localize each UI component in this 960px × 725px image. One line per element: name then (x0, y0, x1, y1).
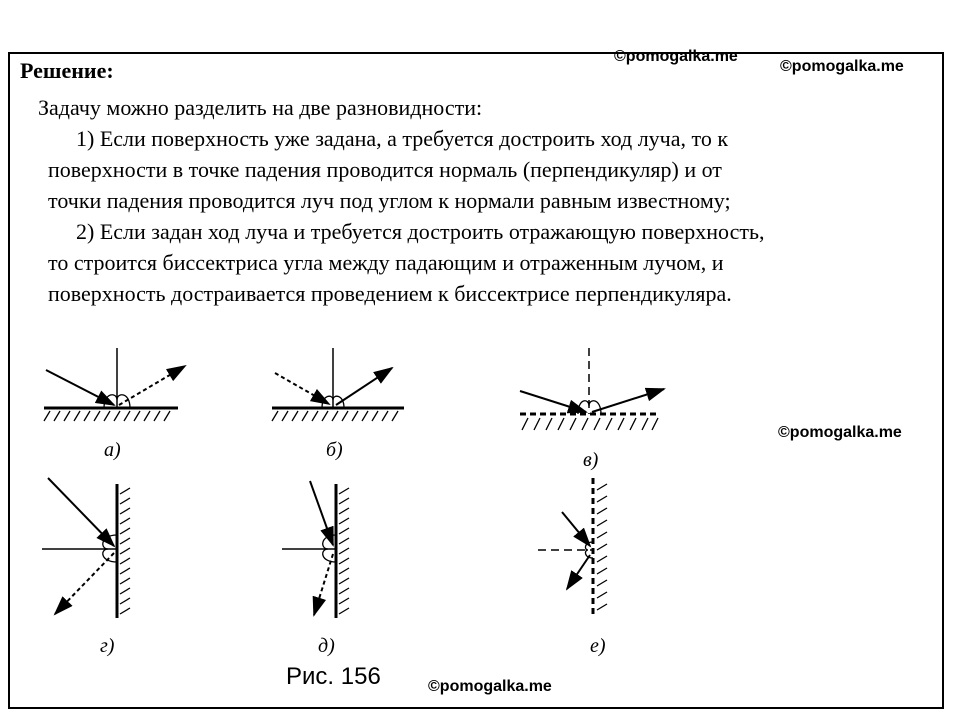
case1-line1: 1) Если поверхность уже задана, а требуется достроить ход луча, то к (76, 126, 729, 151)
figure-a (44, 348, 185, 461)
label-a: а) (104, 439, 121, 461)
case1-line2: поверхности в точке падения проводится нормаль (перпендикуляр) и от (48, 157, 722, 182)
figure-g (42, 478, 130, 657)
label-d: д) (318, 635, 335, 657)
figure-caption: Рис. 156 (286, 663, 381, 690)
label-g: г) (100, 635, 115, 657)
figure-b (272, 348, 404, 461)
case1-line3: точки падения проводится луч под углом к нормали равным известному; (48, 188, 731, 213)
watermark-top-1: ©pomogalka.me (614, 48, 738, 65)
intro-line: Задачу можно разделить на две разновидности: (38, 95, 483, 120)
label-v: в) (583, 449, 599, 471)
watermark-top-2: ©pomogalka.me (780, 58, 904, 75)
label-e: е) (590, 635, 606, 657)
solution-heading: Решение: (20, 58, 114, 83)
case2-line3: поверхность достраивается проведением к биссектрисе перпендикуляра. (48, 281, 732, 306)
watermark-bottom: ©pomogalka.me (428, 678, 552, 695)
figure-d (282, 481, 349, 657)
case2-line1: 2) Если задан ход луча и требуется достроить отражающую поверхность, (76, 219, 765, 244)
label-b: б) (326, 439, 343, 461)
figure-v (520, 348, 664, 471)
watermark-middle: ©pomogalka.me (778, 424, 902, 441)
case2-line2: то строится биссектриса угла между падающим и отраженным лучом, и (48, 250, 724, 275)
figure-e (538, 478, 607, 657)
